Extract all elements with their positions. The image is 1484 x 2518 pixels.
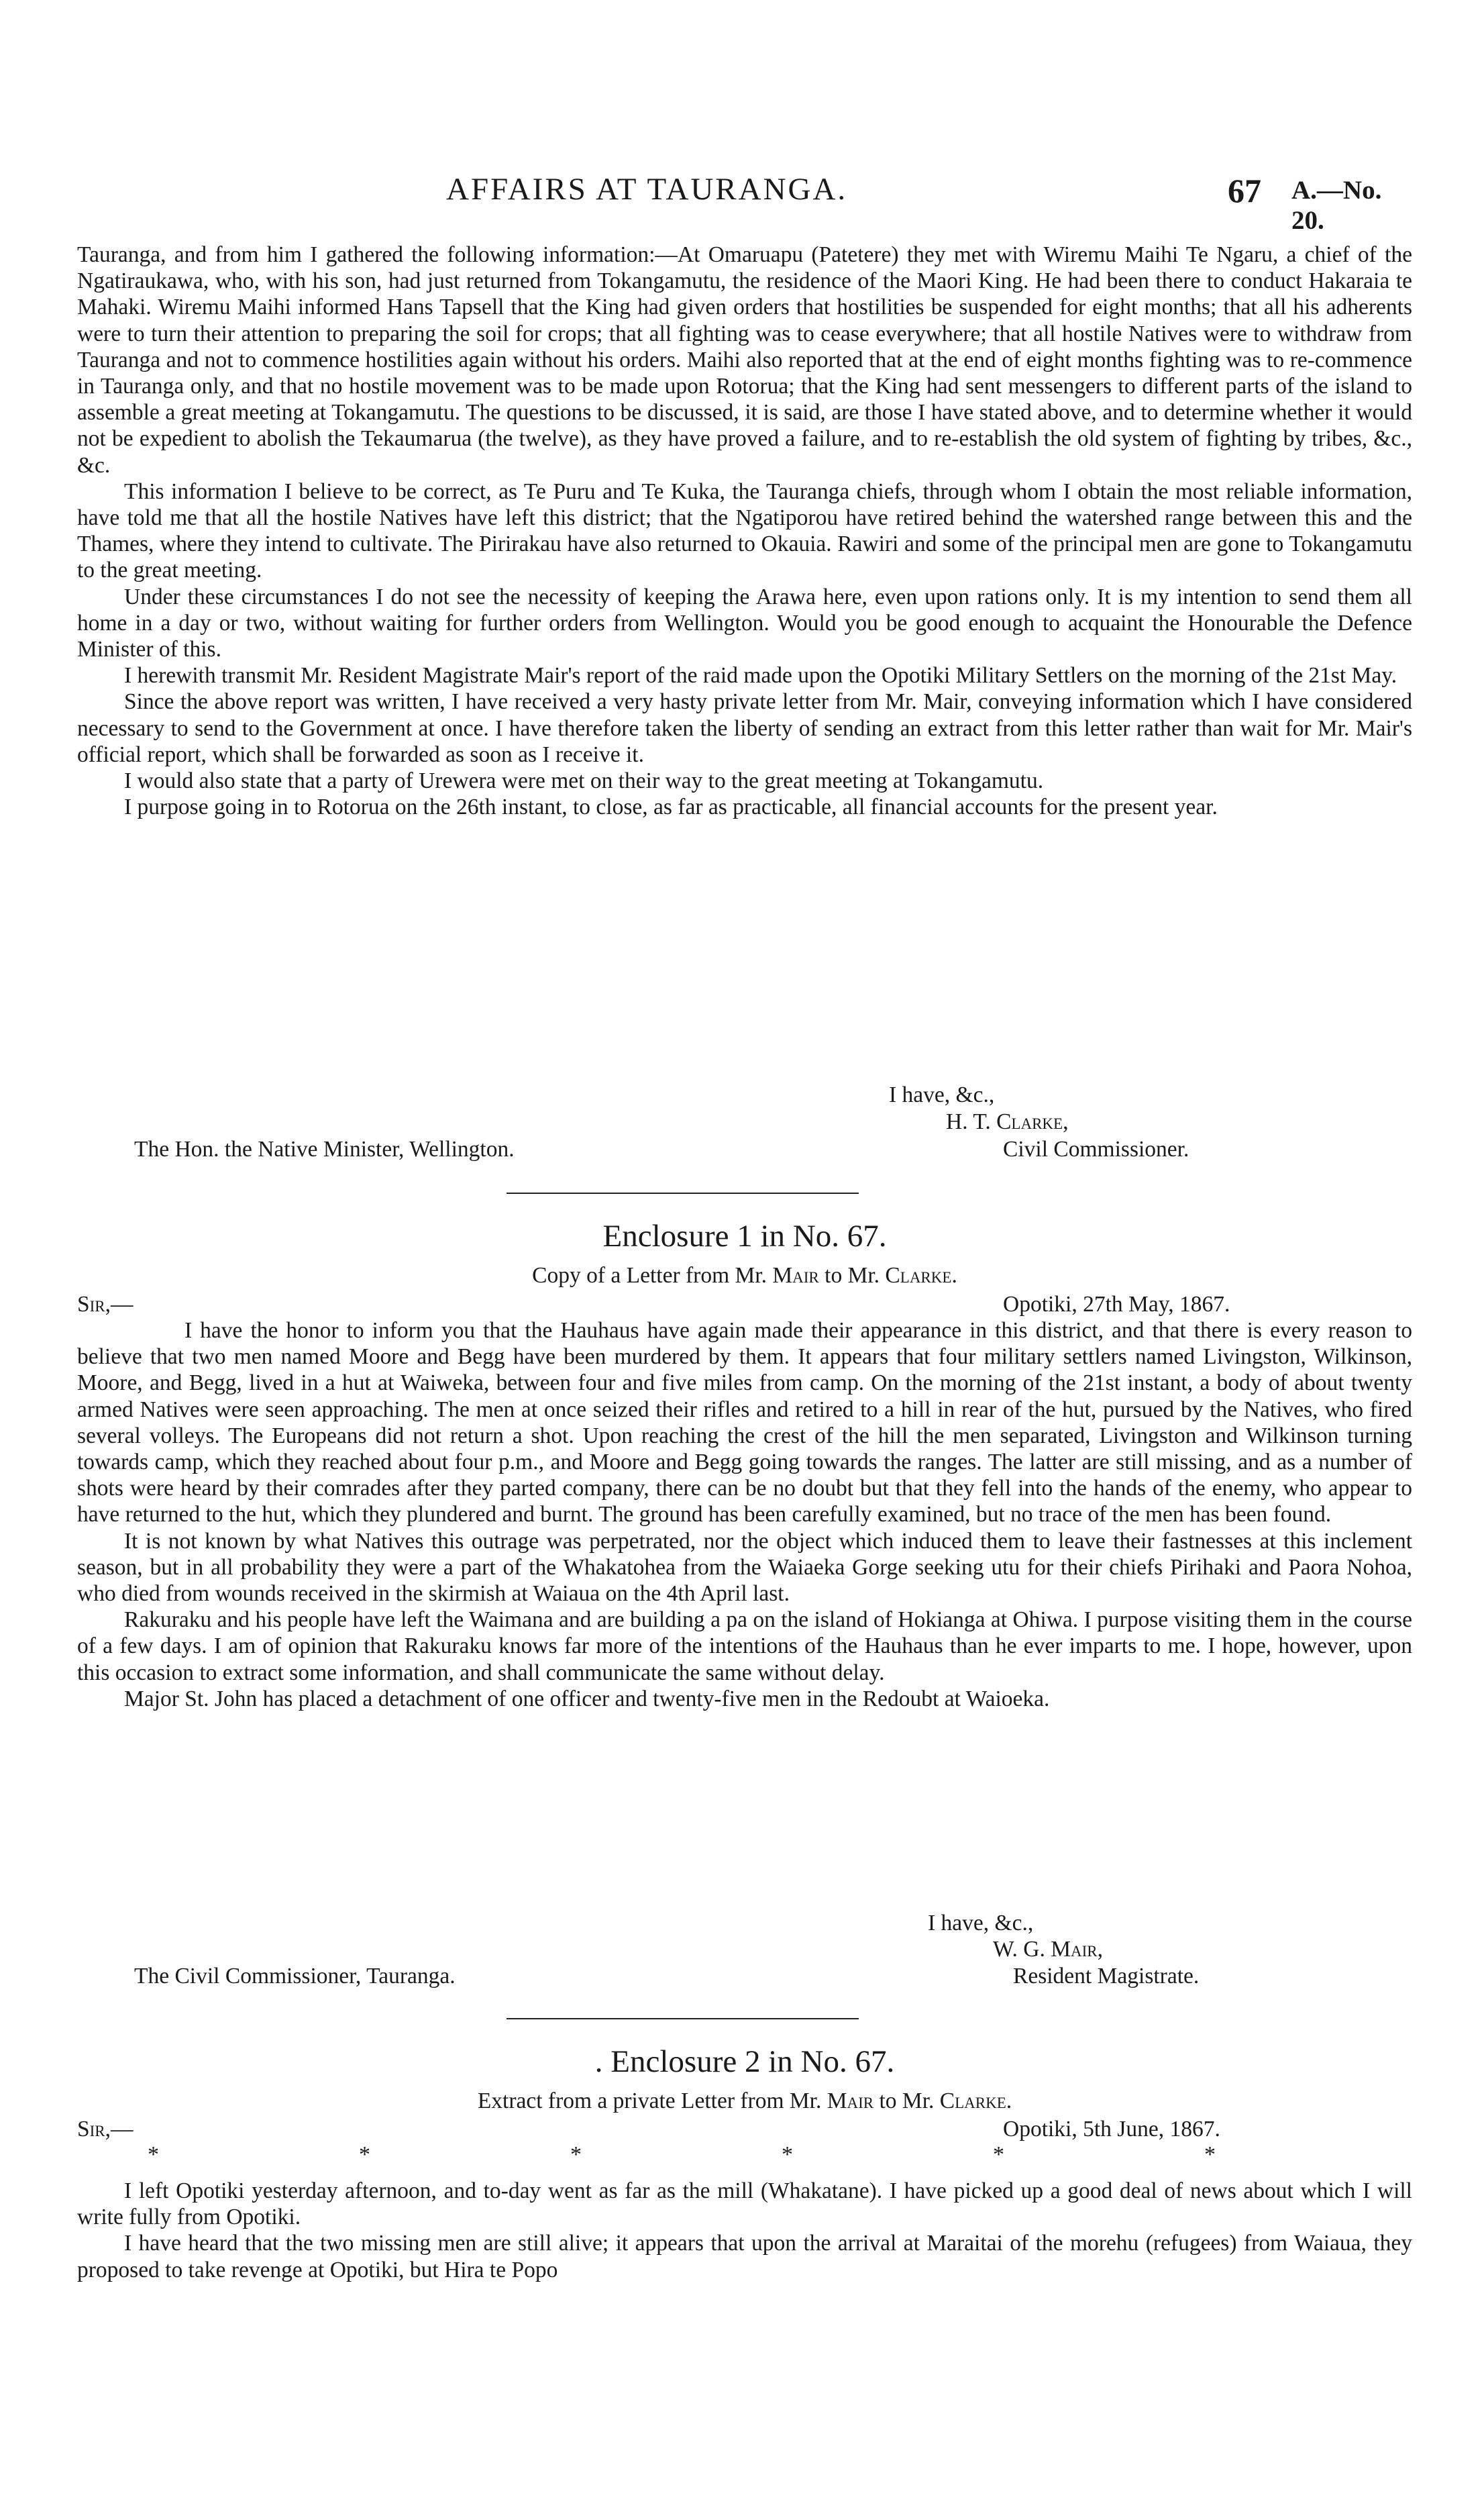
letter-paragraph: Tauranga, and from him I gathered the following information:—At Omaruapu (Patetere) they met with Wiremu Maihi Te Ngaru, a chief of the Ngatiraukawa, who, with his son, had just returned from Tokangamutu, the residence of the Maori King. He had been there to conduct Hakaraia te Mahaki. Wiremu Maihi informed Hans Tapsell that the King had given orders that hostilities be suspended for eight months; that all his adherents were to turn their attention to preparing the soil for crops; that all fighting was to cease everywhere; that all hostile Natives were to withdraw from Tauranga and not to commence hostilities again without his orders. Maihi also reported that at the end of eight months fighting was to re-commence in Tauranga only, and that no hostile movement was to be made upon Rotorua; that the King had sent messengers to different parts of the island to assemble a great meeting at Tokangamutu. The questions to be discussed, it is said, are those I have stated above, and to determine whether it would not be expedient to abolish the Tekaumarua (the twelve), as they have proved a failure, and to re-establish the old system of fighting by tribes, &c., &c. xyxy=(77,242,1412,478)
document-page xyxy=(77,0,1412,2518)
page-number: 67 xyxy=(1228,172,1261,209)
star-mark: * xyxy=(148,2142,159,2167)
enclosure-paragraph: I have the honor to inform you that the Hauhaus have again made their appearance in this district, and that there is every reason to believe that two men named Moore and Begg have been murdered by them. It appears that four military settlers named Livingston, Wilkinson, Moore, and Begg, lived in a hut at Waiweka, between four and five miles from camp. On the morning of the 21st instant, a body of about twenty armed Natives were seen approaching. The men at once seized their rifles and retired to a hill in rear of the hut, pursued by the Natives, who fired several volleys. The Europeans did not return a shot. Upon reaching the crest of the hill the men separated, Livingston and Wilkinson turning towards camp, which they reached about four p.m., and Moore and Begg going towards the ranges. The latter are still missing, and as a number of shots were heard by their comrades after they parted company, there can be no doubt but that they fell into the hands of the enemy, who appear to have returned to the hut, which they plundered and burnt. The ground has been carefully examined, but no trace of the men has been found. xyxy=(77,1318,1412,1527)
enclosure-2-title: . Enclosure 2 in No. 67. xyxy=(594,2044,895,2079)
letter-paragraph: I purpose going in to Rotorua on the 26th instant, to close, as far as practicable, all financial accounts for the present year. xyxy=(124,795,1218,820)
letter-paragraph: I herewith transmit Mr. Resident Magistrate Mair's report of the raid made upon the Opotiki Military Settlers on the morning of the 21st May. xyxy=(124,663,1397,689)
enclosure-1-salutation: Sir,— xyxy=(77,1292,134,1317)
star-mark: * xyxy=(782,2142,793,2167)
enclosure-2-body xyxy=(77,2178,1412,2283)
page-title: AFFAIRS AT TAURANGA. xyxy=(446,172,848,207)
enclosure-1-closing: I have, &c., xyxy=(928,1911,1034,1935)
section-divider xyxy=(507,2018,859,2019)
letter-body xyxy=(77,242,1412,820)
enclosure-paragraph: It is not known by what Natives this outrage was perpetrated, nor the object which induced them to leave their fastnesses at this inclement season, but in all probability they were a part of the Whakatohea from the Waiaeka Gorge seeking utu for their chiefs Pirihaki and Paora Nohoa, who died from wounds received in the skirmish at Waiaua on the 4th April last. xyxy=(77,1528,1412,1607)
star-mark: * xyxy=(1204,2142,1216,2167)
letter-addressee: The Hon. the Native Minister, Wellington. xyxy=(134,1137,515,1162)
star-mark: * xyxy=(993,2142,1004,2167)
enclosure-1-body xyxy=(77,1317,1412,1712)
enclosure-1-signatory-title: Resident Magistrate. xyxy=(1013,1964,1200,1988)
author-name: Mair xyxy=(772,1263,819,1288)
letter-paragraph: Since the above report was written, I have received a very hasty private letter from Mr. Mair, conveying information which I have considered necessary to send to the Government at once. I have therefore taken the liberty of sending an extract from this letter rather than wait for Mr. Mair's official report, which shall be forwarded as soon as I receive it. xyxy=(77,689,1412,767)
section-divider xyxy=(507,1193,859,1194)
letter-paragraph: Under these circumstances I do not see the necessity of keeping the Arawa here, even upon rations only. It is my intention to send them all home in a day or two, without waiting for further orders from Wellington. Would you be good enough to acquaint the Honourable the Defence Minister of this. xyxy=(77,584,1412,662)
enclosure-1-signatory: W. G. Mair, xyxy=(993,1937,1104,1962)
enclosure-paragraph: I left Opotiki yesterday afternoon, and to-day went as far as the mill (Whakatane). I have picked up a good deal of news about which I will write fully from Opotiki. xyxy=(77,2178,1412,2230)
letter-signatory: H. T. Clarke, xyxy=(946,1109,1069,1134)
star-mark: * xyxy=(359,2142,370,2167)
ellipsis-stars xyxy=(77,2142,1412,2169)
enclosure-paragraph: Major St. John has placed a detachment of one officer and twenty-five men in the Redoubt at Waioeka. xyxy=(124,1686,1050,1711)
letter-closing: I have, &c., xyxy=(889,1082,995,1107)
letter-paragraph: This information I believe to be correct, as Te Puru and Te Kuka, the Tauranga chiefs, through whom I obtain the most reliable information, have told me that all the hostile Natives have left this district; that the Ngatiporou have retired behind the watershed range between this and the Thames, where they intend to cultivate. The Pirirakau have also returned to Okauia. Rawiri and some of the principal men are gone to Tokangamutu to the great meeting. xyxy=(77,479,1412,583)
enclosure-paragraph: I have heard that the two missing men are still alive; it appears that upon the arrival at Maraitai of the morehu (refugees) from Waiaua, they proposed to take revenge at Opotiki, but Hira te Popo xyxy=(77,2231,1412,2282)
enclosure-paragraph: Rakuraku and his people have left the Waimana and are building a pa on the island of Hokianga at Ohiwa. I purpose visiting them in the course of a few days. I am of opinion that Rakuraku knows far more of the intentions of the Hauhaus than he ever imparts to me. I hope, however, upon this occasion to extract some information, and shall communicate the same without delay. xyxy=(77,1607,1412,1685)
enclosure-2-place-date: Opotiki, 5th June, 1867. xyxy=(1003,2117,1220,2142)
letter-signatory-title: Civil Commissioner. xyxy=(1003,1137,1189,1162)
enclosure-1-addressee: The Civil Commissioner, Tauranga. xyxy=(134,1964,456,1988)
recipient-name: Clarke xyxy=(939,2088,1006,2113)
star-mark: * xyxy=(570,2142,582,2167)
enclosure-1-title: Enclosure 1 in No. 67. xyxy=(602,1219,887,1254)
enclosure-1-subtitle: Copy of a Letter from Mr. Mair to Mr. Clarke. xyxy=(532,1263,957,1288)
author-name: Mair xyxy=(827,2088,874,2113)
enclosure-2-subtitle: Extract from a private Letter from Mr. Mair to Mr. Clarke. xyxy=(477,2088,1012,2113)
document-reference: A.—No. 20. xyxy=(1291,176,1382,235)
letter-paragraph: I would also state that a party of Urewera were met on their way to the great meeting at Tokangamutu. xyxy=(124,768,1044,794)
running-header xyxy=(77,171,1412,235)
recipient-name: Clarke xyxy=(885,1263,952,1288)
enclosure-1-place-date: Opotiki, 27th May, 1867. xyxy=(1003,1292,1230,1317)
enclosure-2-salutation: Sir,— xyxy=(77,2117,134,2142)
